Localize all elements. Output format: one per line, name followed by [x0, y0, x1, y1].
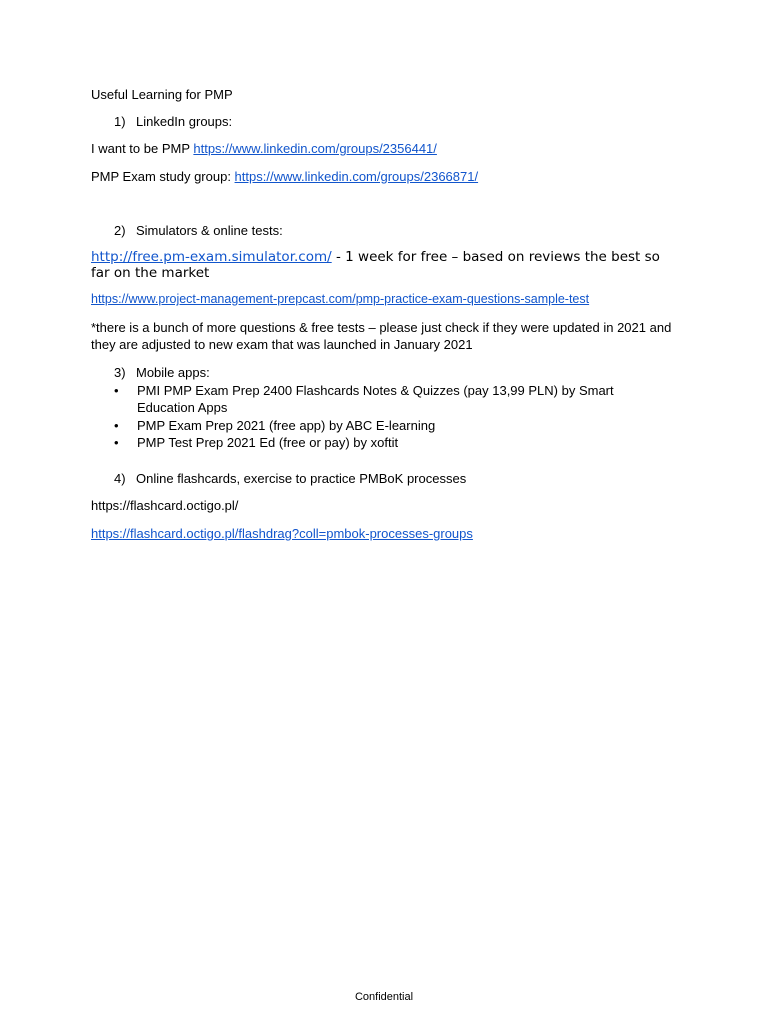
section-number: 4)	[114, 471, 126, 486]
section-label: Simulators & online tests:	[136, 223, 283, 238]
section-label: LinkedIn groups:	[136, 114, 233, 129]
footer-confidential: Confidential	[354, 991, 414, 1003]
linkedin-prefix: PMP Exam study group:	[91, 169, 235, 184]
linkedin-prefix: I want to be PMP	[91, 141, 194, 156]
note-paragraph: *there is a bunch of more questions & free tests – please just check if they were updated in 2021 and they are adjusted to new exam that was launched in January 2021	[91, 320, 672, 352]
mobile-app-text: PMP Exam Prep 2021 (free app) by ABC E-learning	[137, 418, 436, 433]
linkedin-line-2	[91, 168, 478, 185]
section-number: 1)	[114, 114, 126, 129]
section-2-heading	[114, 222, 283, 239]
linkedin-link-2366871[interactable]: https://www.linkedin.com/groups/2366871/	[234, 169, 479, 184]
list-item	[114, 417, 654, 434]
prepcast-line	[91, 291, 589, 308]
section-3-heading	[114, 364, 210, 381]
simulator-description: - 1 week for free – based on reviews the best so far on the market	[91, 249, 660, 281]
bullet-icon: •	[114, 383, 119, 398]
linkedin-link-2356441[interactable]: https://www.linkedin.com/groups/2356441/	[193, 141, 437, 156]
section-4-heading	[114, 470, 466, 487]
simulator-link[interactable]: http://free.pm-exam.simulator.com/	[91, 249, 332, 265]
simulator-paragraph	[91, 249, 681, 281]
section-label: Mobile apps:	[136, 365, 210, 380]
flashcard-plain-url: https://flashcard.octigo.pl/	[91, 498, 239, 513]
list-item	[114, 434, 654, 451]
flashcard-line	[91, 525, 473, 542]
list-item	[114, 382, 654, 416]
linkedin-line-1	[91, 140, 437, 157]
bullet-icon: •	[114, 435, 119, 450]
flashcard-link[interactable]: https://flashcard.octigo.pl/flashdrag?coll=pmbok-processes-groups	[91, 526, 473, 541]
mobile-app-text: PMI PMP Exam Prep 2400 Flashcards Notes & Quizzes (pay 13,99 PLN) by Smart Education Apps	[137, 383, 614, 415]
prepcast-link[interactable]: https://www.project-management-prepcast.com/pmp-practice-exam-questions-sample-test	[91, 292, 590, 306]
bullet-icon: •	[114, 418, 119, 433]
section-number: 2)	[114, 223, 126, 238]
document-title: Useful Learning for PMP	[91, 87, 233, 102]
section-label: Online flashcards, exercise to practice PMBoK processes	[136, 471, 467, 486]
section-1-heading	[114, 113, 232, 130]
section-number: 3)	[114, 365, 126, 380]
mobile-app-text: PMP Test Prep 2021 Ed (free or pay) by xoftit	[137, 435, 399, 450]
